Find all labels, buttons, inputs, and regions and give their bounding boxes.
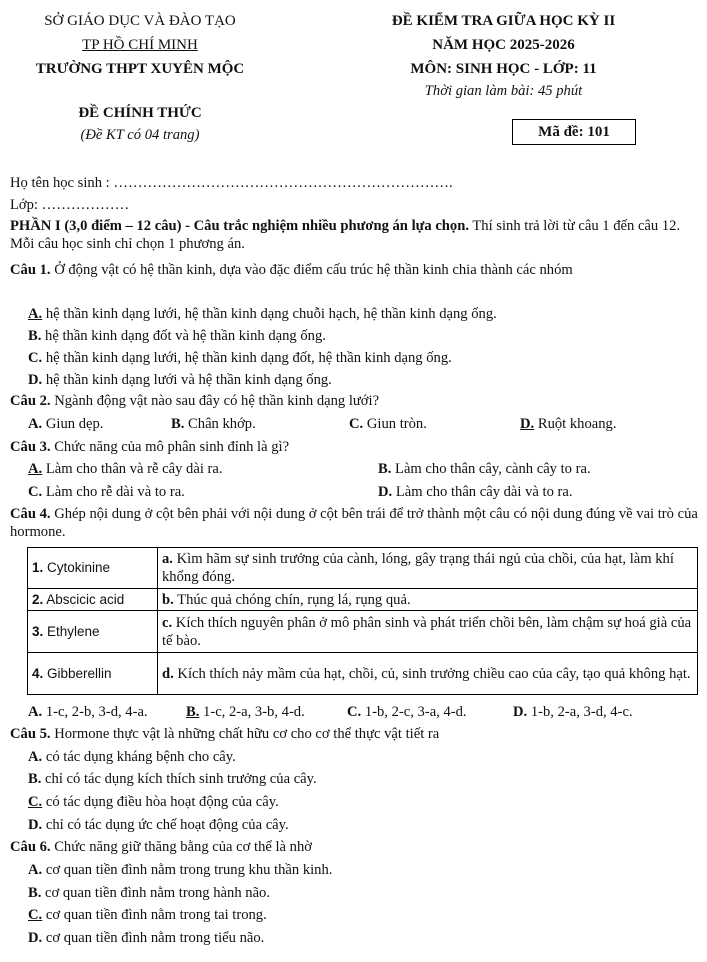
school-name: TRƯỜNG THPT XUYÊN MỘC bbox=[35, 61, 245, 77]
q4-option-a: A. 1-c, 2-b, 3-d, 4-a. bbox=[28, 704, 148, 720]
student-class-line: Lớp: ……………… bbox=[10, 197, 130, 213]
q1-option-c: C. hệ thần kinh dạng lưới, hệ thần kinh dạng đốt, hệ thần kinh dạng ống. bbox=[28, 350, 452, 366]
q5-option-b: B. chỉ có tác dụng kích thích sinh trưởng của cây. bbox=[28, 771, 317, 787]
q1-label: Câu 1. bbox=[10, 262, 51, 278]
subject: MÔN: SINH HỌC - LỚP: 11 bbox=[410, 61, 597, 77]
table-cell-left: 4. Gibberellin bbox=[28, 653, 158, 695]
q2-option-d: D. Ruột khoang. bbox=[520, 416, 617, 432]
table-cell-left: 2. Abscicic acid bbox=[28, 589, 158, 611]
q3-option-a: A. Làm cho thân và rễ cây dài ra. bbox=[28, 461, 223, 477]
q6-option-d: D. cơ quan tiền đình nằm trong tiểu não. bbox=[28, 930, 265, 946]
q4-option-c: C. 1-b, 2-c, 3-a, 4-d. bbox=[347, 704, 467, 720]
q2-option-a: A. Giun dẹp. bbox=[28, 416, 104, 432]
table-cell-right: d. Kích thích nảy mầm của hạt, chồi, củ, sinh trưởng chiều cao của cây, tạo quả không hạt. bbox=[158, 653, 698, 695]
page-count: (Đề KT có 04 trang) bbox=[80, 127, 200, 143]
question-5: Câu 5. Hormone thực vật là những chất hữu cơ cho cơ thể thực vật tiết ra bbox=[10, 726, 440, 742]
q6-option-a: A. cơ quan tiền đình nằm trong trung khu thần kinh. bbox=[28, 862, 333, 878]
exam-title: ĐỀ KIỂM TRA GIỮA HỌC KỲ II bbox=[391, 13, 616, 29]
table-row bbox=[28, 611, 698, 653]
q2-option-b: B. Chân khớp. bbox=[171, 416, 256, 432]
q3-option-c: C. Làm cho rễ dài và to ra. bbox=[28, 484, 185, 500]
official-label: ĐỀ CHÍNH THỨC bbox=[78, 105, 202, 121]
q3-option-b: B. Làm cho thân cây, cành cây to ra. bbox=[378, 461, 591, 477]
question-3: Câu 3. Chức năng của mô phân sinh đỉnh là gì? bbox=[10, 439, 290, 455]
question-4 bbox=[10, 505, 700, 541]
student-name-line: Họ tên học sinh : ……………………………………………………………. bbox=[10, 175, 453, 191]
city-name: TP HỒ CHÍ MINH bbox=[82, 37, 198, 53]
q1-text: Ở động vật có hệ thần kinh, dựa vào đặc điểm cấu trúc hệ thần kinh chia thành các nhóm bbox=[50, 262, 573, 278]
q4-option-d: D. 1-b, 2-a, 3-d, 4-c. bbox=[513, 704, 633, 720]
table-cell-right: a. Kìm hãm sự sinh trưởng của cành, lóng, gây trạng thái ngủ của chồi, của hạt, làm khí khổng đóng. bbox=[158, 548, 698, 589]
part1-title: PHẦN I (3,0 điểm – 12 câu) - Câu trắc nghiệm nhiều phương án lựa chọn. bbox=[10, 218, 469, 234]
part1-desc: Thí sinh trả lời từ câu 1 đến câu 12. Mỗi câu học sinh chỉ chọn 1 phương án. bbox=[10, 218, 681, 252]
q1-option-a: A. hệ thần kinh dạng lưới, hệ thần kinh dạng chuỗi hạch, hệ thần kinh dạng ống. bbox=[28, 306, 497, 322]
dept-name: SỞ GIÁO DỤC VÀ ĐÀO TẠO bbox=[44, 13, 236, 29]
question-2: Câu 2. Ngành động vật nào sau đây có hệ thần kinh dạng lưới? bbox=[10, 393, 380, 409]
table-cell-left: 3. Ethylene bbox=[28, 611, 158, 653]
table-cell-right: b. Thúc quả chóng chín, rụng lá, rụng quả. bbox=[158, 589, 698, 611]
q5-option-a: A. có tác dụng kháng bệnh cho cây. bbox=[28, 749, 236, 765]
table-row bbox=[28, 653, 698, 695]
table-cell-left: 1. Cytokinine bbox=[28, 548, 158, 589]
school-year: NĂM HỌC 2025-2026 bbox=[432, 37, 575, 53]
q2-option-c: C. Giun tròn. bbox=[349, 416, 427, 432]
question-1 bbox=[10, 261, 700, 279]
matching-table bbox=[27, 547, 698, 695]
q1-option-b: B. hệ thần kinh dạng đốt và hệ thần kinh dạng ống. bbox=[28, 328, 326, 344]
table-row bbox=[28, 589, 698, 611]
table-row bbox=[28, 548, 698, 589]
question-6: Câu 6. Chức năng giữ thăng bằng của cơ thể là nhờ bbox=[10, 839, 312, 855]
table-cell-right: c. Kích thích nguyên phân ở mô phân sinh và phát triển chồi bên, làm chậm sự hoá già của tế bào. bbox=[158, 611, 698, 653]
q3-option-d: D. Làm cho thân cây dài và to ra. bbox=[378, 484, 573, 500]
exam-code-box: Mã đề: 101 bbox=[512, 119, 636, 145]
q4-option-b: B. 1-c, 2-a, 3-b, 4-d. bbox=[186, 704, 305, 720]
q6-option-c: C. cơ quan tiền đình nằm trong tai trong. bbox=[28, 907, 267, 923]
q5-option-c: C. có tác dụng điều hòa hoạt động của cây. bbox=[28, 794, 279, 810]
q4-text: Ghép nội dung ở cột bên phải với nội dung ở cột bên trái để trở thành một câu có nội dung đúng về vai trò của hormone. bbox=[10, 506, 698, 540]
q1-option-d: D. hệ thần kinh dạng lưới và hệ thần kinh dạng ống. bbox=[28, 372, 332, 388]
exam-time: Thời gian làm bài: 45 phút bbox=[424, 83, 583, 99]
q5-option-d: D. chỉ có tác dụng ức chế hoạt động của cây. bbox=[28, 817, 289, 833]
q4-label: Câu 4. bbox=[10, 506, 51, 522]
part1-intro bbox=[10, 217, 700, 253]
q6-option-b: B. cơ quan tiền đình nằm trong hành não. bbox=[28, 885, 270, 901]
